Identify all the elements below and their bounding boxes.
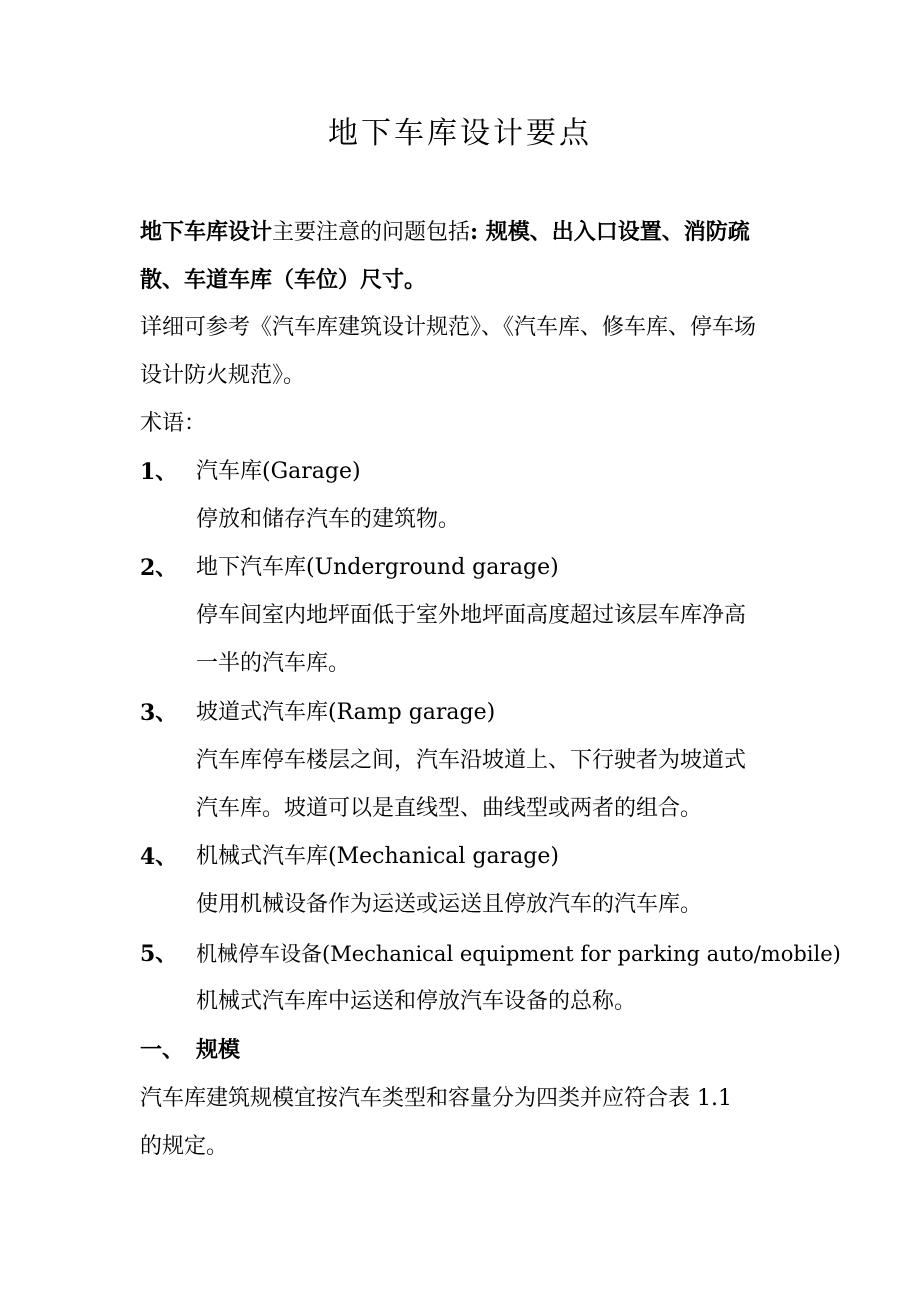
document-title: 地下车库设计要点 — [328, 116, 592, 151]
term-number: 2、 — [140, 555, 178, 581]
term-name: 地下汽车库(Underground garage) — [196, 555, 559, 580]
terms-heading: 术语： — [140, 411, 207, 436]
section-body-line-2: 的规定。 — [140, 1134, 229, 1159]
reference-line-2: 设计防火规范》。 — [140, 363, 306, 388]
term-number: 4、 — [140, 844, 178, 870]
reference-line-1: 详细可参考《汽车库建筑设计规范》、《汽车库、修车库、停车场 — [140, 315, 757, 340]
intro-bold-topics: : 规模、出入口设置、消防疏 — [470, 219, 750, 245]
section-heading: 规模 — [196, 1037, 241, 1063]
term-definition: 使用机械设备作为运送或运送且停放汽车的汽车库。 — [196, 892, 703, 917]
intro-normal-text: 主要注意的问题包括 — [272, 220, 471, 245]
term-name: 坡道式汽车库(Ramp garage) — [196, 700, 496, 725]
term-name: 机械停车设备(Mechanical equipment for parking auto/mobile) — [196, 942, 841, 966]
term-definition: 一半的汽车库。 — [196, 651, 351, 676]
term-name: 机械式汽车库(Mechanical garage) — [196, 844, 559, 869]
term-definition: 汽车库停车楼层之间，汽车沿坡道上、下行驶者为坡道式 — [196, 748, 747, 773]
term-definition: 停车间室内地坪面低于室外地坪面高度超过该层车库净高 — [196, 603, 747, 628]
intro-line-2: 散、车道车库（车位）尺寸。 — [140, 267, 427, 293]
term-name: 汽车库(Garage) — [196, 459, 361, 484]
intro-line-1 — [140, 216, 750, 249]
term-number: 3、 — [140, 700, 178, 726]
section-body-line-1: 汽车库建筑规模宜按汽车类型和容量分为四类并应符合表 1.1 — [140, 1086, 732, 1111]
term-definition: 机械式汽车库中运送和停放汽车设备的总称。 — [196, 989, 637, 1014]
term-number: 5、 — [140, 941, 178, 967]
section-number: 一、 — [140, 1037, 185, 1063]
term-number: 1、 — [140, 459, 178, 485]
term-definition: 停放和储存汽车的建筑物。 — [196, 507, 461, 532]
intro-bold-subject: 地下车库设计 — [140, 219, 273, 245]
term-definition: 汽车库。坡道可以是直线型、曲线型或两者的组合。 — [196, 796, 703, 821]
